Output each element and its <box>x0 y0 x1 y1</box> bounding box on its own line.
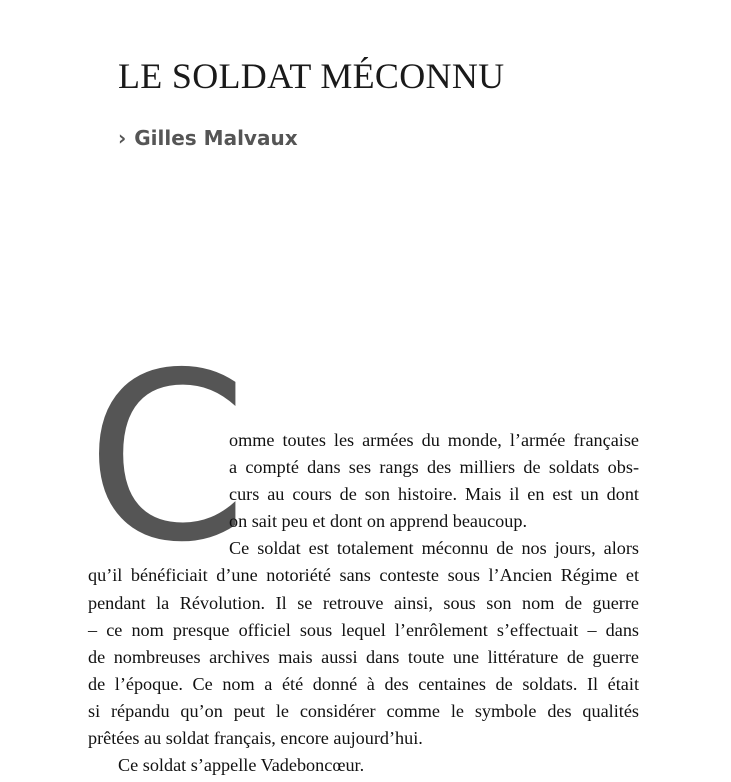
body-line: de nombreuses archives mais aussi dans toute une littérature de guerre <box>88 647 639 667</box>
body-line: si répandu qu’on peut le considérer comme le symbole des qualités <box>88 701 639 721</box>
body-line: on sait peu et dont on apprend beaucoup. <box>229 511 527 531</box>
body-line: omme toutes les armées du monde, l’armée française <box>229 430 639 450</box>
body-line: curs au cours de son histoire. Mais il en est un dont <box>229 484 639 504</box>
body-line: Ce soldat est totalement méconnu de nos jours, alors <box>229 538 639 558</box>
article-title: LE SOLDAT MÉCONNU <box>118 56 505 96</box>
body-line: pendant la Révolution. Il se retrouve ainsi, sous son nom de guerre <box>88 593 639 613</box>
chevron-right-icon: › <box>118 126 127 150</box>
body-line: de l’époque. Ce nom a été donné à des centaines de soldats. Il était <box>88 674 639 694</box>
author-name: Gilles Malvaux <box>134 126 298 150</box>
body-line: prêtées au soldat français, encore aujourd’hui. <box>88 728 423 748</box>
body-line: qu’il bénéficiait d’une notoriété sans conteste sous l’Ancien Régime et <box>88 565 639 585</box>
author-byline <box>118 128 298 148</box>
body-line: Ce soldat s’appelle Vadeboncœur. <box>118 755 365 775</box>
body-line: a compté dans ses rangs des milliers de soldats obs- <box>229 457 639 477</box>
body-line: – ce nom presque officiel sous lequel l’enrôlement s’effectuait – dans <box>88 620 639 640</box>
drop-cap: C <box>86 323 248 593</box>
